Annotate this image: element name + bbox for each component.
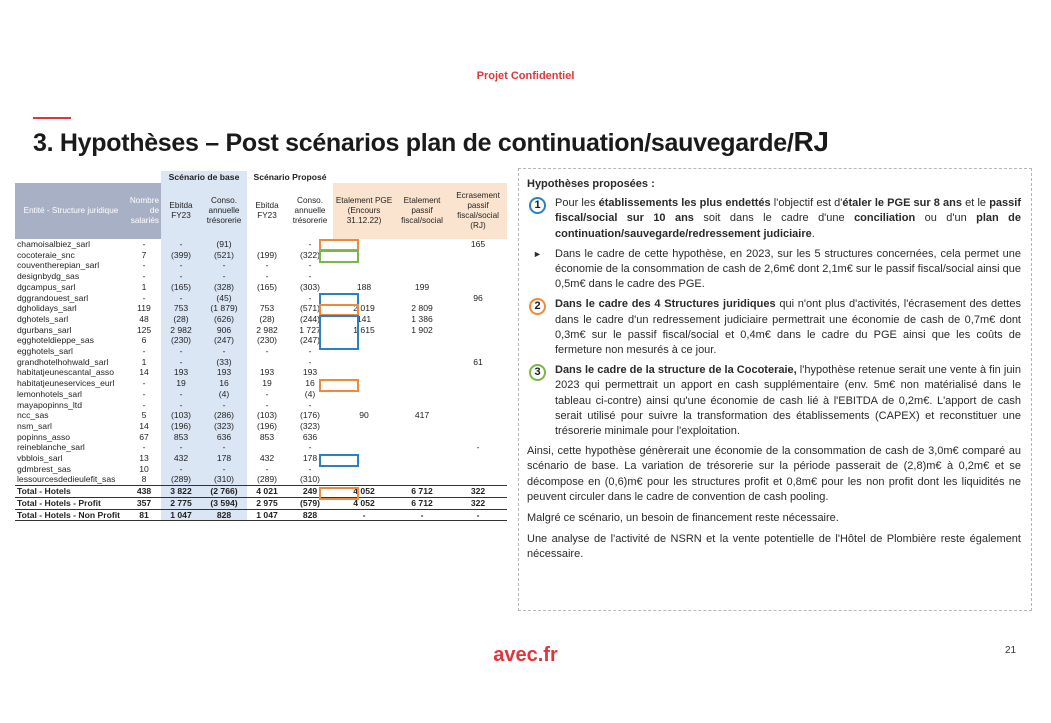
cell-value: 165: [470, 239, 486, 249]
cell-value: 6 712: [395, 497, 449, 509]
cell-value: -: [142, 378, 146, 389]
cell-value: 3 822: [161, 486, 201, 498]
cell-value: [449, 389, 507, 400]
cell-value: [333, 250, 395, 261]
cell-value: 119: [137, 303, 151, 314]
total-row: [15, 497, 507, 509]
cell-value: -: [308, 260, 312, 271]
cell-value: (2 766): [201, 486, 247, 498]
cell-entity: couventherepian_sarl: [17, 260, 100, 271]
table-row: [15, 260, 507, 271]
cell-value: [395, 250, 449, 261]
cell-entity: Total - Hotels: [15, 486, 127, 498]
cell-value: [333, 357, 395, 368]
table-row: [15, 282, 507, 293]
cell-value: 2 019: [353, 303, 375, 314]
cell-value: 193: [201, 367, 247, 378]
cell-value: -: [142, 346, 146, 357]
page-title: [33, 126, 829, 158]
cell-value: 188: [356, 281, 372, 292]
cell-value: (91): [201, 239, 247, 250]
cell-value: -: [142, 399, 146, 410]
cell-value: (230): [161, 335, 201, 346]
cell-value: -: [142, 292, 146, 303]
hypothesis-2: 2 Dans le cadre des 4 Structures juridiques qui n'ont plus d'activités, l'écrasement des dettes dans le cadre d'un redressement judiciaire permettrait une économie de cash de 0,7m€ dont 0,3m€ sur le passif fiscal/social et 0,4m€ dans le cadre du PGE ainsi que les coûts de fermeture non mesurés à ce jour.: [527, 297, 1021, 358]
cell-value: -: [161, 346, 201, 357]
cell-value: 1 047: [161, 509, 201, 521]
cell-value: (289): [161, 474, 201, 485]
cell-value: 14: [139, 420, 149, 431]
title-suffix: RJ: [793, 126, 829, 157]
table-row: [15, 453, 507, 464]
page-number: 21: [1005, 645, 1017, 656]
table-row: [15, 303, 507, 314]
col-conso-base: Conso. annuelle trésorerie: [201, 183, 247, 239]
cell-value: 853: [259, 431, 275, 442]
cell-entity: vbblois_sarl: [17, 453, 63, 464]
cell-value: (289): [256, 474, 278, 485]
cell-value: -: [161, 293, 201, 304]
cell-value: -: [308, 292, 312, 303]
cell-value: 1: [141, 356, 147, 367]
cell-value: [395, 378, 449, 389]
cell-value: (310): [201, 474, 247, 485]
cell-value: [449, 250, 507, 261]
cell-value: [395, 367, 449, 378]
cell-value: 193: [161, 367, 201, 378]
cell-value: (103): [161, 410, 201, 421]
cell-value: 48: [139, 313, 149, 324]
cell-value: (4): [201, 389, 247, 400]
cell-value: 1: [141, 281, 147, 292]
table-row: [15, 271, 507, 282]
cell-value: [449, 346, 507, 357]
cell-value: [333, 367, 395, 378]
cell-value: 81: [127, 509, 161, 521]
cell-value: (303): [299, 281, 321, 292]
cell-value: -: [161, 400, 201, 411]
table-row: [15, 239, 507, 250]
col-etalement-passif: Etalement passif fiscal/social: [395, 183, 449, 239]
cell-value: -: [308, 239, 312, 249]
cell-value: (176): [299, 410, 321, 421]
cell-value: [395, 357, 449, 368]
cell-value: (310): [299, 474, 321, 485]
cell-value: (196): [256, 420, 278, 431]
hypothesis-3: 3 Dans le cadre de la structure de la Cocoteraie, l'hypothèse retenue serait une vente à fin juin 2023 qui permettrait un apport en cash supplémentaire (env. 5m€ non matérialisé dans le tableau ci-contre) ainsi qu'une économie de cash lié à l'EBITDA de 0,2m€. L'apport de cash serait utilisé pour suivre la transformation des établissements (CAPEX) et reconstituer une trésorerie minimale pour l'exploitation.: [527, 363, 1021, 439]
cell-value: 2 982: [161, 325, 201, 336]
cell-value: [333, 389, 395, 400]
cell-value: [395, 432, 449, 443]
cell-value: (286): [201, 410, 247, 421]
cell-entity: reineblanche_sarl: [17, 442, 85, 453]
cell-entity: gdmbrest_sas: [17, 463, 71, 474]
cell-value: -: [265, 346, 269, 357]
cell-value: -: [201, 400, 247, 411]
cell-value: [449, 335, 507, 346]
table-row: [15, 421, 507, 432]
cell-value: [247, 442, 287, 453]
table-row: [15, 335, 507, 346]
cell-value: 193: [302, 367, 318, 378]
cell-value: [395, 464, 449, 475]
cell-value: 1 047: [247, 509, 287, 521]
cell-value: 8: [141, 474, 147, 485]
cell-value: [449, 325, 507, 336]
group-base: Scénario de base: [161, 171, 247, 183]
cell-value: 438: [127, 486, 161, 498]
cell-entity: ncc_sas: [17, 410, 49, 421]
cell-value: (199): [256, 249, 278, 260]
cell-entity: dgurbans_sarl: [17, 324, 72, 335]
cell-value: 19: [161, 378, 201, 389]
cell-value: [449, 260, 507, 271]
cell-entity: mayapopinns_ltd: [17, 399, 82, 410]
cell-value: 828: [201, 509, 247, 521]
cell-value: [395, 335, 449, 346]
cell-value: -: [201, 271, 247, 282]
cell-value: (579): [287, 497, 333, 509]
cell-value: [333, 474, 395, 485]
cell-value: 14: [139, 367, 149, 378]
cell-value: 5: [141, 410, 147, 421]
hypotheses-panel: [518, 168, 1032, 611]
cell-value: 249: [287, 486, 333, 498]
col-employees: Nombre de salariés: [127, 183, 161, 239]
group-proposed: Scénario Proposé: [253, 171, 327, 182]
summary-paragraph: Ainsi, cette hypothèse génèrerait une économie de la consommation de cash de 3,0m€ comparé au scénario de base. La variation de trésorerie sur la période passerait de (2,8)m€ à 0,2m€ et se décompose en (0,6)m€ pour les structures profit et 0,8m€ pour les non profit dont les liquidités ne peuvent circuler dans le cadre de convention de cash pooling.: [527, 445, 1021, 503]
cell-value: 417: [414, 410, 430, 421]
cell-value: (28): [259, 313, 275, 324]
cell-value: -: [201, 442, 247, 453]
table-row: [15, 432, 507, 443]
cell-entity: egghoteldieppe_sas: [17, 335, 94, 346]
cell-value: 1 727: [299, 324, 321, 335]
cell-value: -: [265, 260, 269, 271]
cell-value: 16: [201, 378, 247, 389]
number-2-icon: 2: [529, 298, 546, 315]
cell-value: 6: [141, 335, 147, 346]
cell-entity: lessourcesdedieulefit_sas: [17, 474, 116, 485]
cell-entity: egghotels_sarl: [17, 346, 73, 357]
cell-value: 16: [305, 378, 315, 389]
cell-value: 2 775: [161, 497, 201, 509]
cell-value: -: [142, 442, 146, 453]
cell-value: 636: [201, 432, 247, 443]
total-row: [15, 509, 507, 521]
cell-value: 2 809: [411, 303, 433, 314]
cell-value: 19: [262, 378, 272, 389]
cell-value: [333, 260, 395, 271]
cell-value: 4 052: [333, 497, 395, 509]
cell-value: [395, 293, 449, 304]
cell-entity: dghotels_sarl: [17, 313, 69, 324]
cell-entity: dggrandouest_sarl: [17, 292, 89, 303]
table-row: [15, 325, 507, 336]
cell-value: -: [308, 356, 312, 367]
cell-value: [449, 378, 507, 389]
cell-value: [449, 282, 507, 293]
financing-need-paragraph: Malgré ce scénario, un besoin de financement reste nécessaire.: [527, 512, 839, 525]
cell-value: 125: [136, 324, 152, 335]
cell-value: (328): [201, 282, 247, 293]
brand-logo: avec.fr: [493, 644, 558, 666]
col-ebitda-proposed: Ebitda FY23: [255, 201, 279, 220]
cell-value: 7: [141, 249, 147, 260]
cell-value: -: [201, 346, 247, 357]
cell-value: [395, 421, 449, 432]
cell-value: 61: [473, 356, 483, 367]
cell-value: -: [161, 464, 201, 475]
cell-value: 753: [161, 303, 201, 314]
cell-value: 1 902: [411, 324, 433, 335]
cell-value: -: [308, 271, 312, 282]
confidential-label: Projet Confidentiel: [476, 70, 575, 82]
cell-value: [247, 239, 287, 250]
cell-value: [333, 432, 395, 443]
cell-value: -: [161, 271, 201, 282]
cell-value: [449, 303, 507, 314]
cell-value: [333, 378, 395, 389]
cell-value: (247): [201, 335, 247, 346]
cell-entity: habitatjeunescantal_asso: [17, 367, 114, 378]
cell-value: -: [308, 399, 312, 410]
cell-value: [333, 400, 395, 411]
total-row: [15, 486, 507, 498]
cell-value: -: [265, 399, 269, 410]
cell-value: 2 975: [247, 497, 287, 509]
cell-value: 322: [449, 486, 507, 498]
cell-value: 4 021: [247, 486, 287, 498]
cell-value: -: [142, 388, 146, 399]
cell-value: -: [161, 357, 201, 368]
cell-value: -: [161, 239, 201, 250]
cell-entity: nsm_sarl: [17, 420, 52, 431]
cell-entity: dgholidays_sarl: [17, 303, 77, 314]
cell-value: 432: [259, 453, 275, 464]
table-row: [15, 293, 507, 304]
cell-value: -: [395, 509, 449, 521]
cell-value: [449, 453, 507, 464]
cell-value: -: [142, 271, 146, 282]
cell-value: -: [161, 442, 201, 453]
cell-value: [449, 367, 507, 378]
cell-value: 96: [473, 292, 483, 303]
cell-value: [395, 346, 449, 357]
cell-value: [449, 271, 507, 282]
cell-value: 67: [139, 431, 149, 442]
cell-value: 13: [139, 453, 149, 464]
table-row: [15, 474, 507, 485]
cell-value: [449, 314, 507, 325]
cell-value: [333, 346, 395, 357]
cell-entity: dgcampus_sarl: [17, 281, 76, 292]
cell-value: (244): [299, 313, 321, 324]
cell-value: [395, 271, 449, 282]
table-row: [15, 378, 507, 389]
cell-value: -: [308, 346, 312, 357]
analysis-paragraph: Une analyse de l'activité de NSRN et la vente potentielle de l'Hôtel de Plombière reste également nécessaire.: [527, 533, 1021, 561]
table-row: [15, 400, 507, 411]
table-row: [15, 442, 507, 453]
col-entity: Entité - Structure juridique: [15, 183, 127, 239]
title-main: 3. Hypothèses – Post scénarios plan de continuation/sauvegarde/: [33, 129, 794, 157]
cell-entity: cocoteraie_snc: [17, 249, 75, 260]
cell-value: [333, 442, 395, 453]
cell-value: 90: [359, 410, 369, 421]
cell-value: 636: [302, 431, 318, 442]
cell-value: -: [201, 260, 247, 271]
col-etalement-pge: Etalement PGE (Encours 31.12.22): [333, 183, 395, 239]
cell-value: 193: [259, 367, 275, 378]
cell-value: 4 052: [333, 486, 395, 498]
table-row: [15, 314, 507, 325]
cell-value: 853: [161, 432, 201, 443]
table-row: [15, 410, 507, 421]
cell-value: (323): [201, 421, 247, 432]
cell-value: [333, 421, 395, 432]
panel-heading: Hypothèses proposées :: [527, 178, 655, 190]
col-conso-proposed: Conso. annuelle trésorerie: [292, 196, 328, 225]
cell-value: 6 712: [395, 486, 449, 498]
cell-entity: Total - Hotels - Profit: [15, 497, 127, 509]
cell-value: -: [161, 389, 201, 400]
cell-value: (196): [161, 421, 201, 432]
cell-value: [247, 357, 287, 368]
cell-value: (45): [201, 293, 247, 304]
table-row: [15, 250, 507, 261]
cell-value: 357: [127, 497, 161, 509]
cell-value: 1 386: [411, 313, 433, 324]
arrow-bullet-icon: ►: [533, 248, 542, 259]
cell-value: (521): [201, 250, 247, 261]
cell-value: (626): [201, 314, 247, 325]
cell-value: [333, 464, 395, 475]
cell-value: (103): [256, 410, 278, 421]
financial-table: [15, 171, 507, 521]
cell-value: (165): [161, 282, 201, 293]
cell-value: (247): [299, 335, 321, 346]
cell-value: (33): [201, 357, 247, 368]
cell-value: 753: [259, 303, 275, 314]
cell-value: (230): [256, 335, 278, 346]
cell-value: [449, 464, 507, 475]
cell-value: 1 615: [353, 324, 375, 335]
cell-entity: grandhotelhohwald_sarl: [17, 356, 109, 367]
hypothesis-1-detail: ► Dans le cadre de cette hypothèse, en 2023, sur les 5 structures concernées, cela permet une économie de la consommation de cash de 2,6m€ dont 2,1m€ sur le passif fiscal/social ainsi que 0,5m€ dans le cadre des PGE.: [533, 247, 1021, 291]
cell-value: [395, 400, 449, 411]
cell-value: [395, 442, 449, 453]
cell-value: [395, 453, 449, 464]
table-row: [15, 346, 507, 357]
cell-value: [449, 474, 507, 485]
cell-value: 432: [161, 453, 201, 464]
col-ebitda-base: Ebitda FY23: [161, 183, 201, 239]
cell-value: [247, 293, 287, 304]
cell-value: 10: [139, 463, 149, 474]
cell-value: [449, 410, 507, 421]
cell-entity: popinns_asso: [17, 431, 71, 442]
cell-value: -: [476, 442, 480, 453]
cell-value: -: [201, 464, 247, 475]
cell-value: [333, 239, 395, 250]
cell-value: 906: [201, 325, 247, 336]
cell-value: -: [265, 463, 269, 474]
cell-value: [395, 389, 449, 400]
cell-value: -: [265, 388, 269, 399]
cell-value: [395, 260, 449, 271]
cell-value: (322): [299, 249, 321, 260]
cell-value: 322: [449, 497, 507, 509]
cell-value: -: [308, 463, 312, 474]
cell-entity: Total - Hotels - Non Profit: [15, 509, 127, 521]
cell-value: -: [449, 509, 507, 521]
cell-value: (28): [161, 314, 201, 325]
cell-value: (323): [299, 420, 321, 431]
table-row: [15, 367, 507, 378]
cell-value: [395, 474, 449, 485]
cell-entity: designbydg_sas: [17, 271, 80, 282]
cell-value: (571): [299, 303, 321, 314]
cell-value: [449, 421, 507, 432]
table-row: [15, 389, 507, 400]
cell-value: (399): [161, 250, 201, 261]
cell-entity: lemonhotels_sarl: [17, 388, 82, 399]
cell-entity: habitatjeuneservices_eurl: [17, 378, 115, 389]
cell-value: 828: [287, 509, 333, 521]
cell-value: -: [265, 271, 269, 282]
col-ecrasement-passif: Ecrasement passif fiscal/social (RJ): [449, 183, 507, 239]
cell-entity: chamoisalbiez_sarl: [17, 239, 91, 249]
cell-value: 2 982: [256, 324, 278, 335]
cell-value: [333, 293, 395, 304]
cell-value: 178: [201, 453, 247, 464]
cell-value: (165): [256, 281, 278, 292]
cell-value: (3 594): [201, 497, 247, 509]
cell-value: [333, 271, 395, 282]
cell-value: 199: [414, 281, 430, 292]
hypothesis-1: 1 Pour les établissements les plus endettés l'objectif est d'étaler le PGE sur 8 ans et le passif fiscal/social sur 10 ans soit dans le cadre d'une conciliation ou d'un plan de continuation/sauvegarde/redressement judiciaire.: [527, 196, 1021, 242]
cell-value: 141: [356, 313, 372, 324]
cell-value: (4): [304, 388, 316, 399]
cell-value: 178: [302, 453, 318, 464]
cell-value: -: [161, 260, 201, 271]
cell-value: (1 879): [201, 303, 247, 314]
cell-value: -: [333, 509, 395, 521]
cell-value: [449, 400, 507, 411]
number-1-icon: 1: [529, 197, 546, 214]
table-row: [15, 357, 507, 368]
table-row: [15, 464, 507, 475]
title-accent-line: [33, 117, 71, 119]
cell-value: -: [142, 239, 146, 249]
cell-value: [333, 453, 395, 464]
cell-value: [449, 432, 507, 443]
cell-value: [333, 335, 395, 346]
cell-value: -: [142, 260, 146, 271]
number-3-icon: 3: [529, 364, 546, 381]
cell-value: [395, 239, 449, 250]
cell-value: -: [308, 442, 312, 453]
